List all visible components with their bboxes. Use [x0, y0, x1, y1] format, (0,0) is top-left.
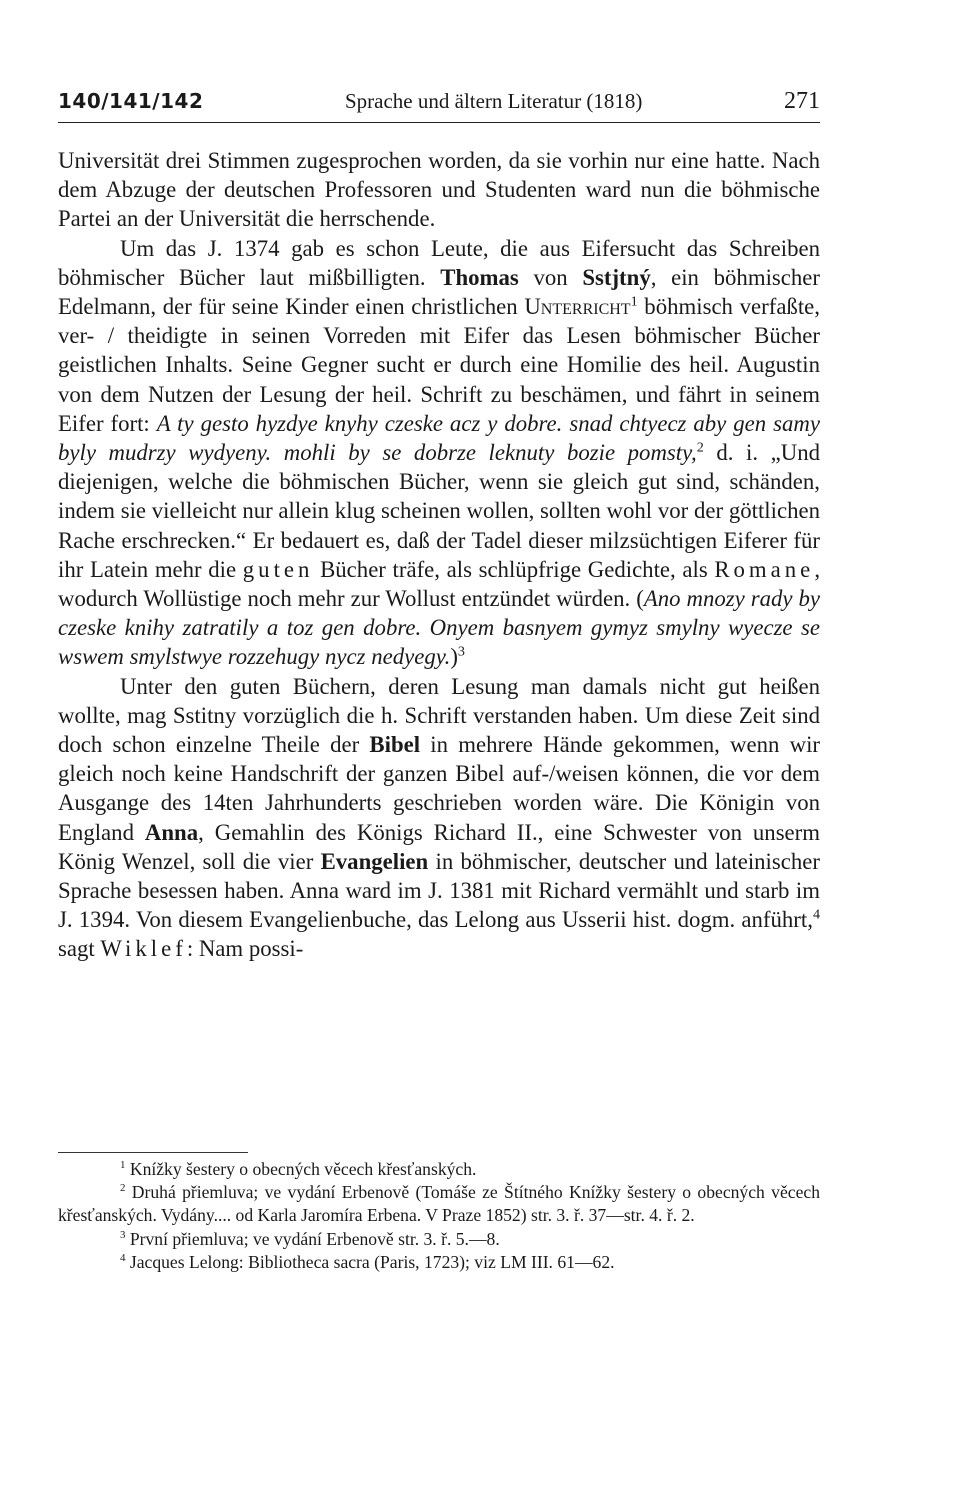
p3-text-f: : Nam possi- [186, 936, 304, 962]
p3-text-a: Unter den guten Büchern, deren Lesung man damals nicht gut heißen wollte, mag Sstitny vorzüglich die h. Schrift verstanden haben. Um diese Zeit sind doch schon einzelne Theile der [58, 673, 820, 758]
name-anna: Anna [144, 819, 199, 845]
p2-text-d: böhmisch verfaßte, ver- / theidigte in seinen Vorreden mit Eifer das Lesen böhmischer Bücher geistlichen Inhalts. Seine Gegner sucht er durch eine Homilie des heil. Augustin von dem Nutzen der Lesung der heil. Schrift zu beschämen, und fährt in seinem Eifer fort: [58, 294, 820, 436]
name-thomas: Thomas [440, 264, 519, 290]
paragraph-2 [58, 234, 820, 672]
running-title: Sprache und ältern Literatur (1818) [344, 89, 643, 113]
p3-text-d: in böhmischer, deutscher und lateinischer Sprache besessen haben. Anna ward im J. 1381 mit Richard vermählt und starb im J. 1394. Von diesem Evangelienbuche, das Lelong aus Usserii hist. dogm. anführt, [58, 848, 820, 933]
footnote-number: 4 [120, 1251, 126, 1264]
section-numbers: 140/141/142 [58, 89, 204, 113]
running-header [58, 88, 820, 123]
paragraph-3 [58, 672, 820, 964]
p2-text-b: von [518, 264, 583, 290]
p3-text-b: in mehrere Hände gekommen, wenn wir gleich noch keine Handschrift der ganzen Bibel auf-/weisen können, die vor dem Ausgange des 14ten Jahrhunderts geschrieben worden wäre. Die Königin von England [58, 732, 821, 845]
term-bibel: Bibel [369, 732, 421, 758]
p3-text-e: sagt [58, 936, 101, 962]
name-sstitny: Sstjtný [582, 264, 651, 290]
footnote-number: 1 [120, 1159, 126, 1172]
p2-text-a: Um das J. 1374 gab es schon Leute, die aus Eifersucht das Schreiben böhmischer Bücher laut mißbilligten. [58, 235, 820, 290]
footnote-4 [58, 1251, 820, 1274]
name-wiklef: Wiklef [100, 936, 187, 962]
footnote-text: První přiemluva; ve vydání Erbenově str. 3. ř. 5.—8. [129, 1228, 500, 1249]
p2-text-e: d. i. „Und diejenigen, welche die böhmischen Bücher, wenn sie gleich gut sind, schänden, indem sie vielleicht nur allein klug scheinen wollen, sollten wohl vor der göttlichen Rache erschrecken.“ Er bedauert es, daß der Tadel dieser milzsüchtigen Eiferer für ihr Latein mehr die [58, 440, 820, 582]
footnote-number: 3 [120, 1228, 126, 1241]
p2-text-f: Bücher träfe, als schlüpfrige Gedichte, als [313, 556, 715, 582]
czech-quote-2: Ano mnozy rady by czeske knihy zatratily a toz gen dobre. Onyem basnyem gymyz smylny wyecze se wswem smylstwye rozzehugy nycz nedyegy. [58, 586, 820, 670]
footnote-text: Knížky šestery o obecných věcech křesťanských. [129, 1159, 477, 1179]
footnote-1 [58, 1158, 820, 1181]
czech-quote-1: A ty gesto hyzdye knyhy czeske acz y dobre. snad chtyecz aby gen samy byly mudrzy wydyeny. mohli by se dobrze leknuty bozie pomsty, [58, 410, 820, 466]
footnote-text: Druhá přiemluva; ve vydání Erbenově (Tomáše ze Štítného Knížky šestery o obecných věcech křesťanských. Vydány.... od Karla Jaromíra Erbena. V Praze 1852) str. 3. ř. 37—str. 4. ř. 2. [58, 1182, 820, 1226]
p2-text-c: , ein böhmischer Edelmann, der für seine Kinder einen christlichen [58, 264, 820, 320]
footnote-number: 2 [120, 1182, 126, 1195]
footnote-ref-3[interactable]: 3 [457, 643, 465, 660]
term-evangelien: Evangelien [320, 848, 429, 874]
footnote-3 [58, 1228, 820, 1251]
page-number: 271 [784, 88, 820, 114]
p3-text-c: , Gemahlin des Königs Richard II., eine Schwester von unserm König Wenzel, soll die vier [58, 819, 821, 874]
emph-guten: guten [242, 556, 314, 582]
footnote-ref-1[interactable]: 1 [630, 293, 638, 310]
term-unterricht: Unterricht [524, 294, 631, 320]
footnotes [58, 1158, 820, 1274]
footnote-text: Jacques Lelong: Bibliotheca sacra (Paris, 1723); viz LM III. 61—62. [129, 1251, 615, 1272]
footnote-divider [58, 1152, 248, 1153]
p2-text-h: ) [450, 644, 458, 670]
footnote-ref-2[interactable]: 2 [696, 439, 704, 456]
footnote-ref-4[interactable]: 4 [812, 906, 820, 923]
footnote-2 [58, 1181, 820, 1227]
p2-text-g: , wodurch Wollüstige noch mehr zur Wollust entzündet würden. ( [58, 556, 821, 612]
paragraph-1: Universität drei Stimmen zugesprochen worden, da sie vorhin nur eine hatte. Nach dem Abzuge der deutschen Professoren und Studenten ward nun die böhmische Partei an der Universität die herrschende. [58, 148, 820, 232]
emph-romane: Romane [714, 556, 815, 582]
main-text [58, 146, 820, 964]
